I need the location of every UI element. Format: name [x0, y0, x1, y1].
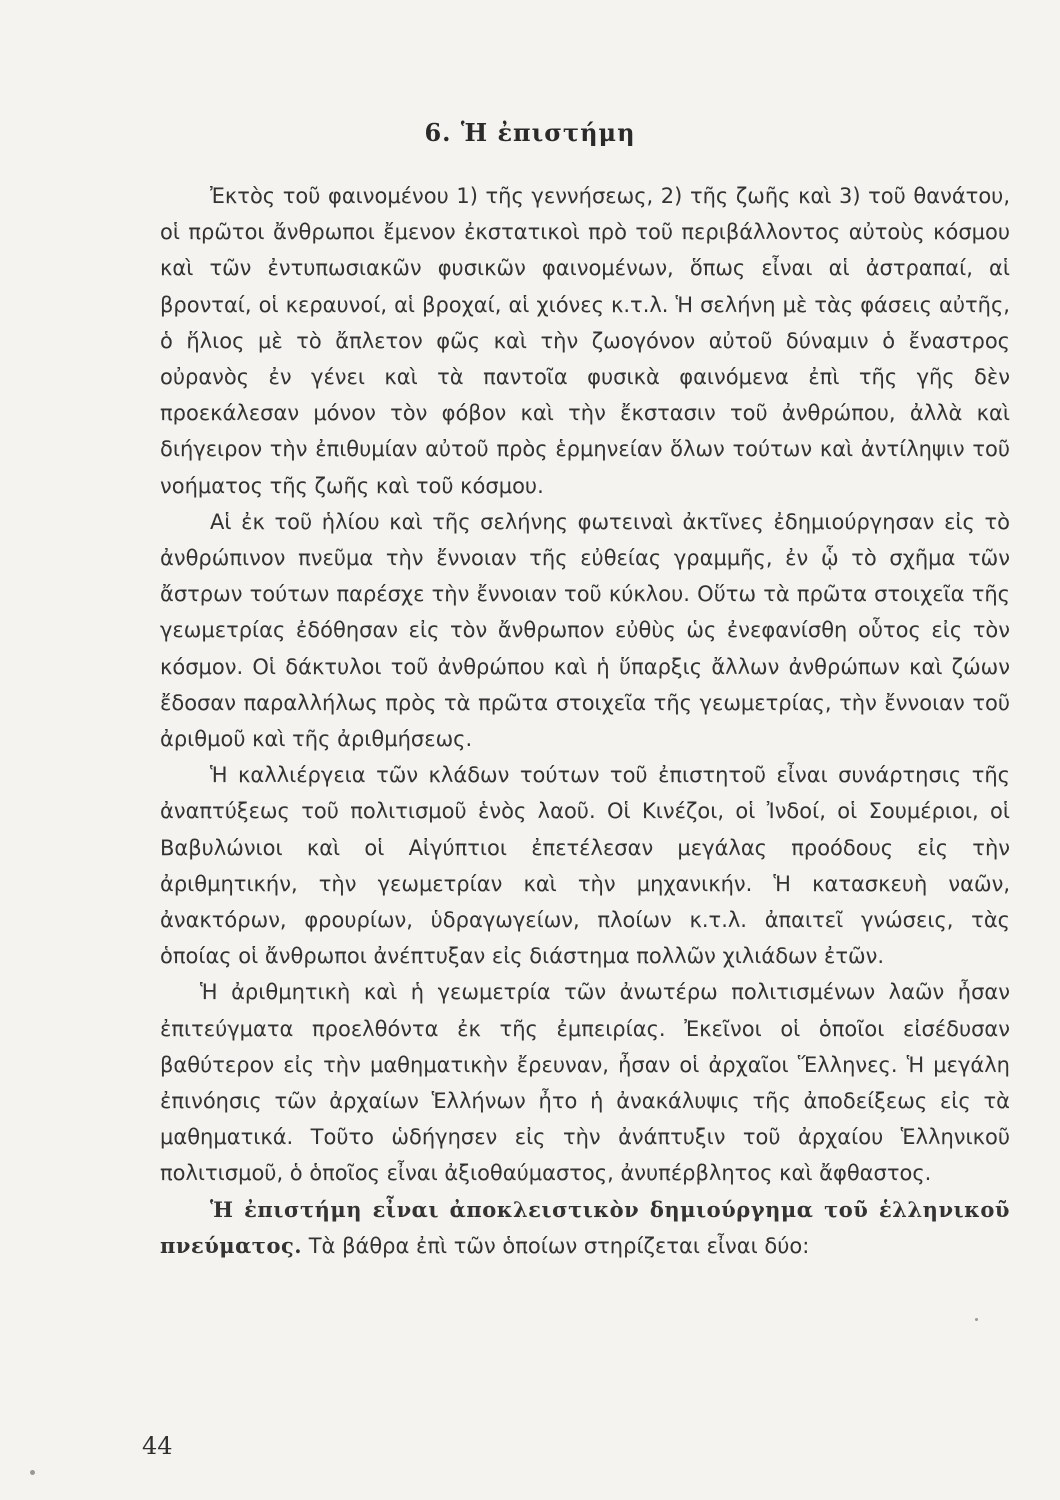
paragraph-4: Ἡ ἀριθμητικὴ καὶ ἡ γεωμετρία τῶν ἀνωτέρω πολιτισμένων λαῶν ἦσαν ἐπιτεύγματα προελθόντα ἐκ τῆς ἐμπειρίας. Ἐκεῖνοι οἱ ὁποῖοι εἰσέδυσαν βαθύτερον εἰς τὴν μαθηματικὴν ἔρευναν, ἦσαν οἱ ἀρχαῖοι Ἕλληνες. Ἡ μεγάλη ἐπινόησις τῶν ἀρχαίων Ἑλλήνων ἦτο ἡ ἀνακάλυψις τῆς ἀποδείξεως εἰς τὰ μαθηματικά. Τοῦτο ὡδήγησεν εἰς τὴν ἀνάπτυξιν τοῦ ἀρχαίου Ἑλληνικοῦ πολιτισμοῦ, ὁ ὁποῖος εἶναι ἀξιοθαύμαστος, ἀνυπέρβλητος καὶ ἄφθαστος. [160, 980, 1010, 1186]
ink-speck [975, 1318, 978, 1321]
paragraph-2: Αἱ ἐκ τοῦ ἡλίου καὶ τῆς σελήνης φωτειναὶ ἀκτῖνες ἐδημιούργησαν εἰς τὸ ἀνθρώπινον πνεῦμα τὴν ἔννοιαν τῆς εὐθείας γραμμῆς, ἐν ᾧ τὸ σχῆμα τῶν ἄστρων τούτων παρέσχε τὴν ἔννοιαν τοῦ κύκλου. Οὕτω τὰ πρῶτα στοιχεῖα τῆς γεωμετρίας ἐδόθησαν εἰς τὸν ἄνθρωπον εὐθὺς ὡς ἐνεφανίσθη οὗτος εἰς τὸν κόσμον. Οἱ δάκτυλοι τοῦ ἀνθρώπου καὶ ἡ ὕπαρξις ἄλλων ἀνθρώπων καὶ ζώων ἔδοσαν παραλλήλως πρὸς τὰ πρῶτα στοιχεῖα τῆς γεωμετρίας, τὴν ἔννοιαν τοῦ ἀριθμοῦ καὶ τῆς ἀριθμήσεως. [160, 509, 1010, 752]
paragraph-3: Ἡ καλλιέργεια τῶν κλάδων τούτων τοῦ ἐπιστητοῦ εἶναι συνάρτησις τῆς ἀναπτύξεως τοῦ πολιτισμοῦ ἑνὸς λαοῦ. Οἱ Κινέζοι, οἱ Ἰνδοί, οἱ Σουμέριοι, οἱ Βαβυλώνιοι καὶ οἱ Αἰγύπτιοι ἐπετέλεσαν μεγάλας προόδους εἰς τὴν ἀριθμητικήν, τὴν γεωμετρίαν καὶ τὴν μηχανικήν. Ἡ κατασκευὴ ναῶν, ἀνακτόρων, φρουρίων, ὑδραγωγείων, πλοίων κ.τ.λ. ἀπαιτεῖ γνώσεις, τὰς ὁποίας οἱ ἄνθρωποι ἀνέπτυξαν εἰς διάστημα πολλῶν χιλιάδων ἐτῶν. [160, 763, 1010, 969]
paragraph-5-bold-lead: Ἡ ἐπιστήμη εἶναι ἀποκλειστικὸν δημιούργημα τοῦ ἑλληνικοῦ πνεύματος. [160, 1196, 1010, 1258]
paragraph-1: Ἐκτὸς τοῦ φαινομένου 1) τῆς γεννήσεως, 2) τῆς ζωῆς καὶ 3) τοῦ θανάτου, οἱ πρῶτοι ἄνθρωποι ἔμενον ἐκστατικοὶ πρὸ τοῦ περιβάλλοντος αὐτοὺς κόσμου καὶ τῶν ἐντυπωσιακῶν φυσικῶν φαινομένων, ὅπως εἶναι αἱ ἀστραπαί, αἱ βρονταί, οἱ κεραυνοί, αἱ βροχαί, αἱ χιόνες κ.τ.λ. Ἡ σελήνη μὲ τὰς φάσεις αὐτῆς, ὁ ἥλιος μὲ τὸ ἄπλετον φῶς καὶ τὴν ζωογόνον αὐτοῦ δύναμιν ὁ ἔναστρος οὐρανὸς ἐν γένει καὶ τὰ παντοῖα φυσικὰ φαινόμενα ἐπὶ τῆς γῆς δὲν προεκάλεσαν μόνον τὸν φόβον καὶ τὴν ἔκστασιν τοῦ ἀνθρώπου, ἀλλὰ καὶ διήγειρον τὴν ἐπιθυμίαν αὐτοῦ πρὸς ἑρμηνείαν ὅλων τούτων καὶ ἀντίληψιν τοῦ νοήματος τῆς ζωῆς καὶ τοῦ κόσμου. [160, 184, 1010, 498]
paragraph-5-text: Τὰ βάθρα ἐπὶ τῶν ὁποίων στηρίζεται εἶναι δύο: [302, 1233, 810, 1258]
ink-speck [30, 1470, 35, 1475]
body-text [160, 178, 1010, 1264]
section-heading: 6. Ἡ ἐπιστήμη [424, 118, 636, 147]
paragraph-5 [160, 1192, 1010, 1264]
page-number: 44 [142, 1432, 173, 1460]
